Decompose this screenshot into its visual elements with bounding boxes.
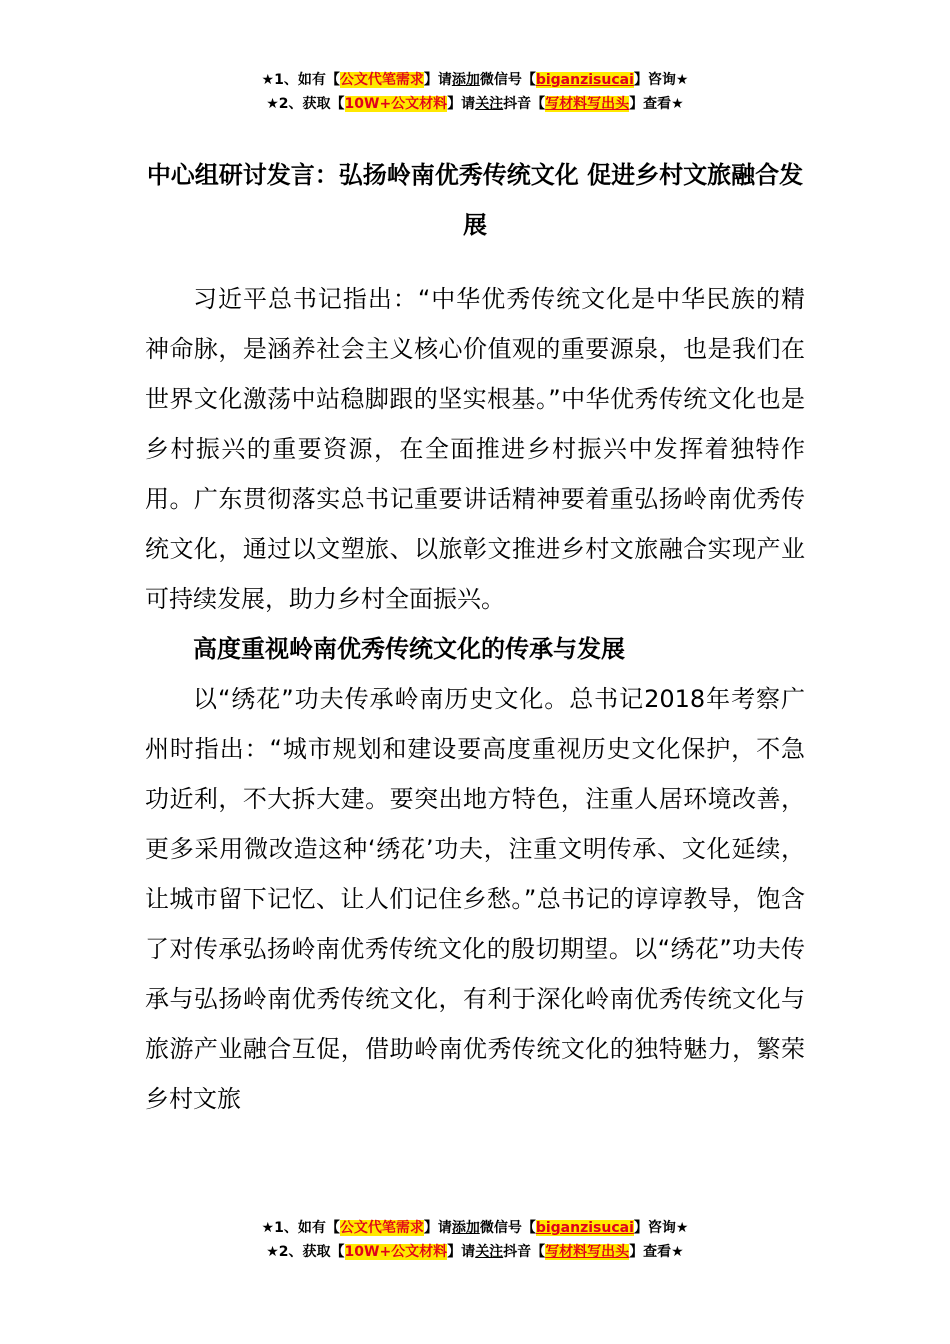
promo-wechat-id: biganzisucai	[535, 72, 634, 88]
promo-text: ★1、如有【	[261, 1220, 340, 1236]
promo-text: 】请	[447, 1244, 476, 1260]
promo-text: 】请	[423, 72, 452, 88]
promo-highlight: 公文代笔需求	[339, 1220, 424, 1236]
promo-text: 】咨询★	[633, 72, 689, 88]
promo-text: 】请	[423, 1220, 452, 1236]
promo-text: 抖音【	[503, 96, 546, 112]
promo-douyin-id: 写材料写出头	[545, 96, 630, 112]
paragraph-section-1: 以“绣花”功夫传承岭南历史文化。总书记2018年考察广州时指出：“城市规划和建设要高度重视历史文化保护，不急功近利，不大拆大建。要突出地方特色，注重人居环境改善，更多采用微改造这种‘绣花’功夫，注重文明传承、文化延续，让城市留下记忆、让人们记住乡愁。”总书记的谆谆教导，饱含了对传承弘扬岭南优秀传统文化的殷切期望。以“绣花”功夫传承与弘扬岭南优秀传统文化，有利于深化岭南优秀传统文化与旅游产业融合互促，借助岭南优秀传统文化的独特魅力，繁荣乡村文旅	[145, 685, 805, 1113]
promo-line-2	[0, 1240, 950, 1264]
header-promo-banner	[0, 68, 950, 116]
promo-text: 微信号【	[479, 1220, 536, 1236]
footer-promo-banner	[0, 1216, 950, 1264]
promo-text: 微信号【	[479, 72, 536, 88]
paragraph-intro: 习近平总书记指出：“中华优秀传统文化是中华民族的精神命脉，是涵养社会主义核心价值观的重要源泉，也是我们在世界文化激荡中站稳脚跟的坚实根基。”中华优秀传统文化也是乡村振兴的重要资源，在全面推进乡村振兴中发挥着独特作用。广东贯彻落实总书记重要讲话精神要着重弘扬岭南优秀传统文化，通过以文塑旅、以旅彰文推进乡村文旅融合实现产业可持续发展，助力乡村全面振兴。	[145, 285, 805, 613]
promo-text: 】查看★	[629, 1244, 684, 1260]
promo-highlight: 10W+公文材料	[344, 96, 448, 112]
promo-underlined: 添加	[451, 72, 480, 88]
promo-line-2	[0, 92, 950, 116]
promo-underlined: 添加	[451, 1220, 480, 1236]
promo-underlined: 关注	[475, 96, 504, 112]
section-heading: 高度重视岭南优秀传统文化的传承与发展	[193, 635, 625, 663]
promo-underlined: 关注	[475, 1244, 504, 1260]
promo-text: ★2、获取【	[266, 1244, 345, 1260]
promo-highlight: 10W+公文材料	[344, 1244, 448, 1260]
promo-douyin-id: 写材料写出头	[545, 1244, 630, 1260]
promo-wechat-id: biganzisucai	[535, 1220, 634, 1236]
promo-line-1	[0, 1216, 950, 1240]
document-title: 中心组研讨发言：弘扬岭南优秀传统文化 促进乡村文旅融合发展	[146, 161, 804, 239]
promo-text: ★2、获取【	[266, 96, 345, 112]
promo-text: 】查看★	[629, 96, 684, 112]
promo-text: 】咨询★	[633, 1220, 689, 1236]
promo-line-1	[0, 68, 950, 92]
document-body	[145, 150, 805, 1124]
promo-text: 抖音【	[503, 1244, 546, 1260]
promo-highlight: 公文代笔需求	[339, 72, 424, 88]
promo-text: ★1、如有【	[261, 72, 340, 88]
promo-text: 】请	[447, 96, 476, 112]
